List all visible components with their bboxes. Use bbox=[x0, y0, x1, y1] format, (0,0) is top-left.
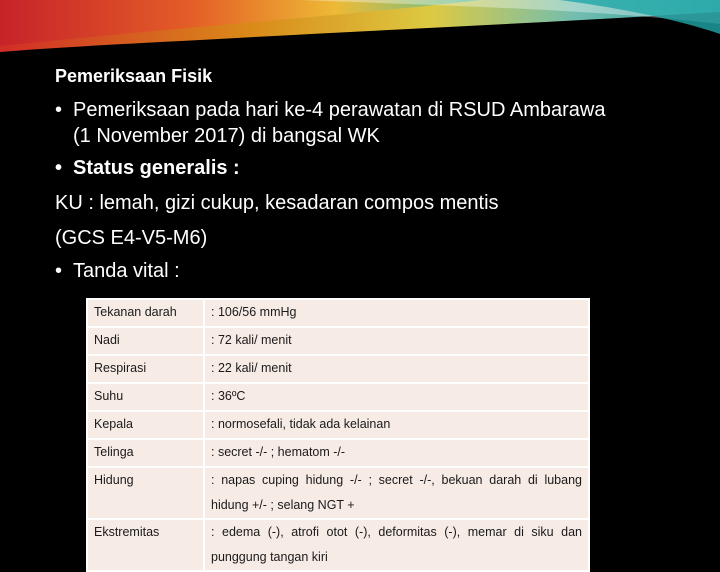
table-row bbox=[87, 299, 589, 327]
bullet-item-status-generalis bbox=[55, 156, 240, 180]
bullet-icon: • bbox=[55, 157, 63, 179]
bullet-icon: • bbox=[55, 260, 63, 282]
row-value: : napas cuping hidung -/- ; secret -/-, bekuan darah di lubang hidung +/- ; selang NGT + bbox=[204, 467, 589, 519]
vital-signs-table bbox=[86, 298, 590, 572]
row-label: Hidung bbox=[87, 467, 204, 519]
decorative-header-graphic bbox=[0, 0, 720, 60]
table-row bbox=[87, 411, 589, 439]
table-row bbox=[87, 383, 589, 411]
bullet-text: Pemeriksaan pada hari ke-4 perawatan di RSUD Ambarawa bbox=[73, 99, 606, 121]
table-row bbox=[87, 467, 589, 519]
row-value: : 106/56 mmHg bbox=[204, 299, 589, 327]
row-value: : 36ºC bbox=[204, 383, 589, 411]
table-row bbox=[87, 327, 589, 355]
row-value: : edema (-), atrofi otot (-), deformitas (-), memar di siku dan punggung tangan kiri bbox=[204, 519, 589, 571]
ku-line: KU : lemah, gizi cukup, kesadaran compos mentis bbox=[55, 192, 499, 214]
bullet-item-exam-date bbox=[55, 98, 606, 122]
bullet-text-continuation: (1 November 2017) di bangsal WK bbox=[73, 125, 380, 147]
bullet-icon: • bbox=[55, 99, 63, 121]
bullet-text: Status generalis : bbox=[73, 157, 240, 179]
row-value: : 22 kali/ menit bbox=[204, 355, 589, 383]
row-label: Tekanan darah bbox=[87, 299, 204, 327]
row-value: : normosefali, tidak ada kelainan bbox=[204, 411, 589, 439]
bullet-text: Tanda vital : bbox=[73, 260, 180, 282]
table-row bbox=[87, 439, 589, 467]
row-label: Ekstremitas bbox=[87, 519, 204, 571]
row-label: Suhu bbox=[87, 383, 204, 411]
bullet-item-tanda-vital bbox=[55, 259, 180, 283]
row-label: Nadi bbox=[87, 327, 204, 355]
table-row bbox=[87, 355, 589, 383]
slide-heading: Pemeriksaan Fisik bbox=[55, 66, 213, 86]
row-value: : 72 kali/ menit bbox=[204, 327, 589, 355]
bullet-item-exam-date-cont bbox=[55, 124, 380, 148]
row-label: Kepala bbox=[87, 411, 204, 439]
row-value: : secret -/- ; hematom -/- bbox=[204, 439, 589, 467]
table-row bbox=[87, 519, 589, 571]
gcs-line: (GCS E4-V5-M6) bbox=[55, 227, 208, 249]
row-label: Telinga bbox=[87, 439, 204, 467]
row-label: Respirasi bbox=[87, 355, 204, 383]
